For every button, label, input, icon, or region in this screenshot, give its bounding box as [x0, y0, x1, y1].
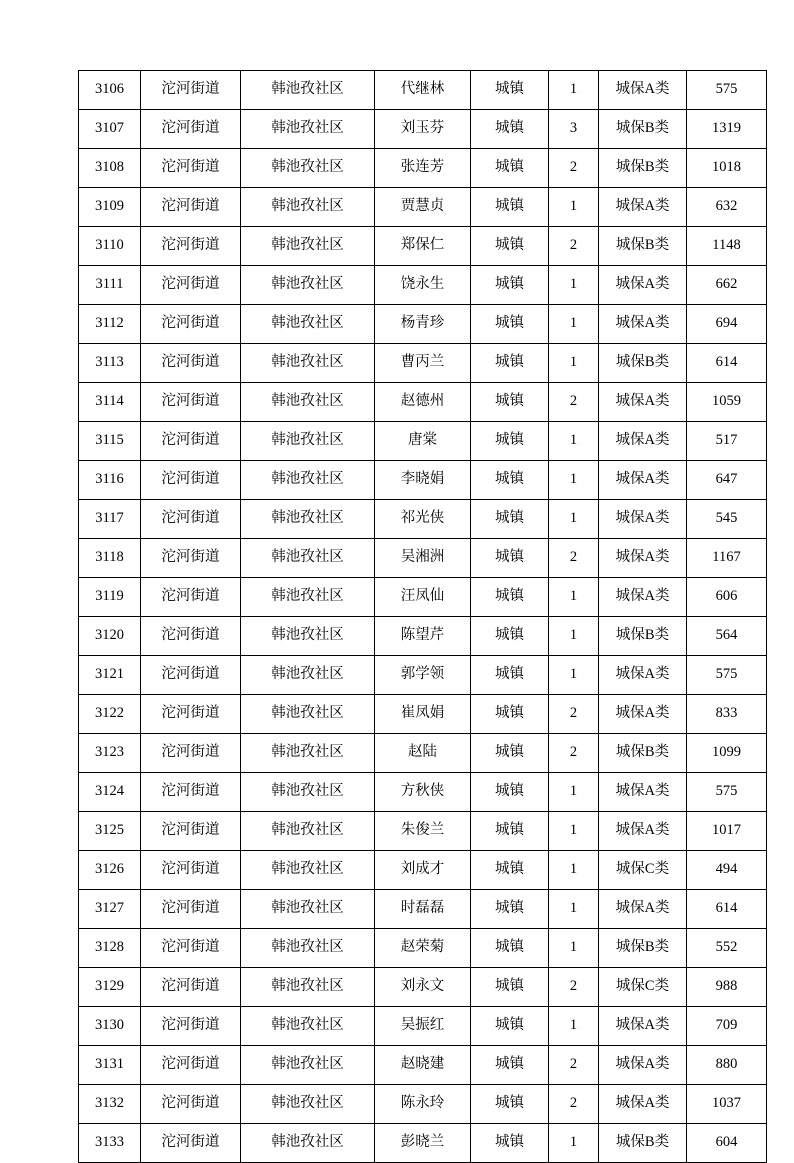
- table-cell-type: 城镇: [471, 1046, 549, 1085]
- table-cell-category: 城保A类: [599, 812, 687, 851]
- table-cell-count: 3: [549, 110, 599, 149]
- table-row: [79, 1046, 767, 1085]
- table-cell-count: 1: [549, 500, 599, 539]
- table-cell-community: 韩池孜社区: [241, 500, 375, 539]
- table-cell-community: 韩池孜社区: [241, 422, 375, 461]
- table-cell-type: 城镇: [471, 227, 549, 266]
- table-cell-id: 3131: [79, 1046, 141, 1085]
- table-cell-name: 刘永文: [375, 968, 471, 1007]
- table-cell-name: 赵荣菊: [375, 929, 471, 968]
- table-row: [79, 812, 767, 851]
- table-cell-type: 城镇: [471, 851, 549, 890]
- table-cell-type: 城镇: [471, 500, 549, 539]
- table-cell-id: 3106: [79, 71, 141, 110]
- table-row: [79, 773, 767, 812]
- table-cell-count: 1: [549, 656, 599, 695]
- table-cell-street: 沱河街道: [141, 110, 241, 149]
- table-cell-street: 沱河街道: [141, 71, 241, 110]
- table-cell-street: 沱河街道: [141, 968, 241, 1007]
- table-row: [79, 578, 767, 617]
- table-cell-id: 3118: [79, 539, 141, 578]
- table-row: [79, 305, 767, 344]
- table-row: [79, 188, 767, 227]
- table-cell-id: 3122: [79, 695, 141, 734]
- table-cell-street: 沱河街道: [141, 383, 241, 422]
- table-cell-name: 郭学领: [375, 656, 471, 695]
- table-cell-count: 1: [549, 1124, 599, 1163]
- table-cell-amount: 564: [687, 617, 767, 656]
- table-row: [79, 929, 767, 968]
- table-cell-community: 韩池孜社区: [241, 539, 375, 578]
- table-cell-count: 1: [549, 266, 599, 305]
- table-cell-category: 城保B类: [599, 929, 687, 968]
- table-cell-id: 3125: [79, 812, 141, 851]
- table-row: [79, 539, 767, 578]
- table-cell-community: 韩池孜社区: [241, 968, 375, 1007]
- table-cell-category: 城保A类: [599, 461, 687, 500]
- table-cell-amount: 614: [687, 890, 767, 929]
- table-cell-type: 城镇: [471, 305, 549, 344]
- table-body: [79, 71, 767, 1163]
- table-cell-amount: 1099: [687, 734, 767, 773]
- table-cell-amount: 1319: [687, 110, 767, 149]
- table-cell-category: 城保C类: [599, 968, 687, 1007]
- table-cell-category: 城保A类: [599, 383, 687, 422]
- table-cell-amount: 662: [687, 266, 767, 305]
- table-cell-type: 城镇: [471, 1007, 549, 1046]
- table-cell-category: 城保B类: [599, 734, 687, 773]
- table-cell-type: 城镇: [471, 734, 549, 773]
- table-cell-amount: 575: [687, 656, 767, 695]
- table-cell-category: 城保B类: [599, 149, 687, 188]
- table-cell-category: 城保C类: [599, 851, 687, 890]
- table-cell-id: 3130: [79, 1007, 141, 1046]
- table-row: [79, 734, 767, 773]
- table-cell-type: 城镇: [471, 71, 549, 110]
- table-cell-street: 沱河街道: [141, 227, 241, 266]
- table-row: [79, 344, 767, 383]
- table-cell-name: 赵晓建: [375, 1046, 471, 1085]
- table-cell-street: 沱河街道: [141, 695, 241, 734]
- table-row: [79, 851, 767, 890]
- table-cell-count: 1: [549, 812, 599, 851]
- table-cell-type: 城镇: [471, 812, 549, 851]
- table-cell-id: 3127: [79, 890, 141, 929]
- table-cell-amount: 1059: [687, 383, 767, 422]
- table-cell-amount: 606: [687, 578, 767, 617]
- table-row: [79, 1124, 767, 1163]
- table-row: [79, 461, 767, 500]
- table-cell-id: 3117: [79, 500, 141, 539]
- table-cell-name: 吴湘洲: [375, 539, 471, 578]
- table-cell-type: 城镇: [471, 149, 549, 188]
- table-cell-id: 3123: [79, 734, 141, 773]
- table-cell-street: 沱河街道: [141, 461, 241, 500]
- table-cell-amount: 545: [687, 500, 767, 539]
- table-cell-type: 城镇: [471, 617, 549, 656]
- table-cell-name: 曹丙兰: [375, 344, 471, 383]
- table-cell-count: 1: [549, 1007, 599, 1046]
- table-cell-type: 城镇: [471, 188, 549, 227]
- table-cell-community: 韩池孜社区: [241, 71, 375, 110]
- table-cell-category: 城保A类: [599, 500, 687, 539]
- table-cell-street: 沱河街道: [141, 578, 241, 617]
- table-cell-id: 3110: [79, 227, 141, 266]
- table-cell-name: 郑保仁: [375, 227, 471, 266]
- table-cell-count: 1: [549, 461, 599, 500]
- table-cell-name: 陈永玲: [375, 1085, 471, 1124]
- table-cell-count: 2: [549, 383, 599, 422]
- table-cell-name: 刘成才: [375, 851, 471, 890]
- table-cell-community: 韩池孜社区: [241, 149, 375, 188]
- table-cell-amount: 1018: [687, 149, 767, 188]
- table-cell-category: 城保B类: [599, 1124, 687, 1163]
- table-row: [79, 695, 767, 734]
- table-cell-id: 3113: [79, 344, 141, 383]
- table-cell-street: 沱河街道: [141, 305, 241, 344]
- table-cell-count: 2: [549, 227, 599, 266]
- table-cell-amount: 517: [687, 422, 767, 461]
- table-cell-community: 韩池孜社区: [241, 305, 375, 344]
- table-cell-community: 韩池孜社区: [241, 734, 375, 773]
- table-cell-street: 沱河街道: [141, 656, 241, 695]
- table-row: [79, 149, 767, 188]
- table-cell-category: 城保A类: [599, 773, 687, 812]
- table-cell-amount: 575: [687, 71, 767, 110]
- table-cell-type: 城镇: [471, 461, 549, 500]
- table-cell-count: 1: [549, 929, 599, 968]
- table-cell-type: 城镇: [471, 110, 549, 149]
- table-row: [79, 1085, 767, 1124]
- table-cell-name: 祁光侠: [375, 500, 471, 539]
- table-cell-name: 陈望芹: [375, 617, 471, 656]
- table-cell-id: 3111: [79, 266, 141, 305]
- table-cell-category: 城保B类: [599, 110, 687, 149]
- table-cell-name: 赵德州: [375, 383, 471, 422]
- table-cell-count: 1: [549, 422, 599, 461]
- table-cell-id: 3121: [79, 656, 141, 695]
- table-row: [79, 656, 767, 695]
- table-cell-count: 1: [549, 851, 599, 890]
- table-cell-street: 沱河街道: [141, 188, 241, 227]
- table-cell-street: 沱河街道: [141, 1124, 241, 1163]
- table-cell-count: 1: [549, 188, 599, 227]
- table-cell-name: 代继林: [375, 71, 471, 110]
- table-cell-street: 沱河街道: [141, 617, 241, 656]
- table-cell-type: 城镇: [471, 656, 549, 695]
- table-cell-count: 1: [549, 71, 599, 110]
- table-cell-type: 城镇: [471, 773, 549, 812]
- table-cell-community: 韩池孜社区: [241, 461, 375, 500]
- table-cell-id: 3129: [79, 968, 141, 1007]
- table-cell-id: 3114: [79, 383, 141, 422]
- table-cell-community: 韩池孜社区: [241, 929, 375, 968]
- table-cell-community: 韩池孜社区: [241, 1007, 375, 1046]
- table-cell-street: 沱河街道: [141, 1007, 241, 1046]
- table-cell-street: 沱河街道: [141, 734, 241, 773]
- table-row: [79, 968, 767, 1007]
- table-cell-name: 杨青珍: [375, 305, 471, 344]
- table-cell-count: 2: [549, 1085, 599, 1124]
- table-cell-id: 3116: [79, 461, 141, 500]
- table-cell-amount: 1017: [687, 812, 767, 851]
- table-cell-street: 沱河街道: [141, 344, 241, 383]
- table-cell-community: 韩池孜社区: [241, 851, 375, 890]
- table-row: [79, 383, 767, 422]
- table-cell-community: 韩池孜社区: [241, 812, 375, 851]
- table-cell-street: 沱河街道: [141, 1046, 241, 1085]
- table-cell-type: 城镇: [471, 539, 549, 578]
- table-row: [79, 500, 767, 539]
- table-cell-count: 2: [549, 539, 599, 578]
- table-cell-category: 城保B类: [599, 227, 687, 266]
- table-cell-category: 城保A类: [599, 305, 687, 344]
- table-cell-id: 3109: [79, 188, 141, 227]
- table-cell-community: 韩池孜社区: [241, 695, 375, 734]
- table-cell-amount: 552: [687, 929, 767, 968]
- table-cell-amount: 988: [687, 968, 767, 1007]
- table-cell-type: 城镇: [471, 578, 549, 617]
- table-cell-community: 韩池孜社区: [241, 773, 375, 812]
- table-cell-count: 2: [549, 968, 599, 1007]
- table-cell-community: 韩池孜社区: [241, 1124, 375, 1163]
- table-cell-category: 城保A类: [599, 539, 687, 578]
- table-cell-amount: 647: [687, 461, 767, 500]
- table-cell-amount: 1167: [687, 539, 767, 578]
- table-cell-amount: 880: [687, 1046, 767, 1085]
- table-cell-name: 唐棠: [375, 422, 471, 461]
- table-cell-community: 韩池孜社区: [241, 110, 375, 149]
- table-cell-name: 汪凤仙: [375, 578, 471, 617]
- table-cell-community: 韩池孜社区: [241, 188, 375, 227]
- table-cell-type: 城镇: [471, 266, 549, 305]
- table-cell-type: 城镇: [471, 344, 549, 383]
- table-cell-community: 韩池孜社区: [241, 617, 375, 656]
- table-cell-count: 1: [549, 344, 599, 383]
- table-cell-count: 1: [549, 890, 599, 929]
- table-cell-name: 刘玉芬: [375, 110, 471, 149]
- table-cell-street: 沱河街道: [141, 929, 241, 968]
- table-cell-amount: 1148: [687, 227, 767, 266]
- table-cell-community: 韩池孜社区: [241, 656, 375, 695]
- table-cell-count: 2: [549, 734, 599, 773]
- table-cell-street: 沱河街道: [141, 1085, 241, 1124]
- table-cell-community: 韩池孜社区: [241, 266, 375, 305]
- table-cell-category: 城保A类: [599, 1007, 687, 1046]
- table-cell-street: 沱河街道: [141, 422, 241, 461]
- table-cell-community: 韩池孜社区: [241, 578, 375, 617]
- table-cell-count: 2: [549, 149, 599, 188]
- table-cell-type: 城镇: [471, 890, 549, 929]
- table-cell-name: 张连芳: [375, 149, 471, 188]
- table-cell-street: 沱河街道: [141, 500, 241, 539]
- table-cell-name: 吴振红: [375, 1007, 471, 1046]
- table-cell-street: 沱河街道: [141, 149, 241, 188]
- table-cell-count: 1: [549, 773, 599, 812]
- table-cell-street: 沱河街道: [141, 773, 241, 812]
- table-cell-id: 3120: [79, 617, 141, 656]
- table-cell-amount: 694: [687, 305, 767, 344]
- table-row: [79, 422, 767, 461]
- table-cell-category: 城保A类: [599, 422, 687, 461]
- table-cell-category: 城保A类: [599, 656, 687, 695]
- table-cell-count: 2: [549, 695, 599, 734]
- table-cell-type: 城镇: [471, 695, 549, 734]
- table-cell-name: 饶永生: [375, 266, 471, 305]
- table-cell-type: 城镇: [471, 1085, 549, 1124]
- table-cell-community: 韩池孜社区: [241, 227, 375, 266]
- table-row: [79, 617, 767, 656]
- table-cell-id: 3128: [79, 929, 141, 968]
- table-cell-type: 城镇: [471, 929, 549, 968]
- table-cell-id: 3124: [79, 773, 141, 812]
- table-cell-category: 城保B类: [599, 617, 687, 656]
- table-cell-community: 韩池孜社区: [241, 383, 375, 422]
- table-row: [79, 1007, 767, 1046]
- table-cell-type: 城镇: [471, 1124, 549, 1163]
- table-cell-category: 城保A类: [599, 71, 687, 110]
- table-cell-id: 3112: [79, 305, 141, 344]
- table-cell-amount: 604: [687, 1124, 767, 1163]
- table-cell-category: 城保A类: [599, 1085, 687, 1124]
- table-cell-category: 城保A类: [599, 266, 687, 305]
- table-cell-name: 赵陆: [375, 734, 471, 773]
- table-cell-street: 沱河街道: [141, 266, 241, 305]
- table-cell-amount: 833: [687, 695, 767, 734]
- table-cell-id: 3108: [79, 149, 141, 188]
- table-cell-category: 城保B类: [599, 344, 687, 383]
- table-row: [79, 227, 767, 266]
- table-cell-amount: 494: [687, 851, 767, 890]
- table-cell-amount: 632: [687, 188, 767, 227]
- table-cell-street: 沱河街道: [141, 851, 241, 890]
- table-cell-street: 沱河街道: [141, 812, 241, 851]
- table-cell-amount: 709: [687, 1007, 767, 1046]
- table-cell-name: 方秋侠: [375, 773, 471, 812]
- table-cell-community: 韩池孜社区: [241, 1046, 375, 1085]
- table-cell-type: 城镇: [471, 422, 549, 461]
- table-cell-type: 城镇: [471, 383, 549, 422]
- table-cell-name: 时磊磊: [375, 890, 471, 929]
- table-row: [79, 890, 767, 929]
- table-cell-name: 崔凤娟: [375, 695, 471, 734]
- table-cell-count: 2: [549, 1046, 599, 1085]
- table-cell-street: 沱河街道: [141, 539, 241, 578]
- subsidy-table: [78, 70, 767, 1163]
- table-cell-category: 城保A类: [599, 890, 687, 929]
- table-cell-id: 3119: [79, 578, 141, 617]
- table-cell-category: 城保A类: [599, 695, 687, 734]
- table-cell-street: 沱河街道: [141, 890, 241, 929]
- table-cell-amount: 614: [687, 344, 767, 383]
- table-cell-community: 韩池孜社区: [241, 890, 375, 929]
- table-cell-name: 彭晓兰: [375, 1124, 471, 1163]
- table-cell-amount: 575: [687, 773, 767, 812]
- table-cell-name: 贾慧贞: [375, 188, 471, 227]
- table-cell-category: 城保A类: [599, 578, 687, 617]
- table-cell-count: 1: [549, 578, 599, 617]
- table-cell-amount: 1037: [687, 1085, 767, 1124]
- table-cell-community: 韩池孜社区: [241, 344, 375, 383]
- table-cell-id: 3107: [79, 110, 141, 149]
- table-cell-category: 城保A类: [599, 1046, 687, 1085]
- table-cell-category: 城保A类: [599, 188, 687, 227]
- table-cell-count: 1: [549, 305, 599, 344]
- table-cell-count: 1: [549, 617, 599, 656]
- table-cell-id: 3126: [79, 851, 141, 890]
- table-cell-name: 李晓娟: [375, 461, 471, 500]
- table-row: [79, 266, 767, 305]
- table-cell-id: 3133: [79, 1124, 141, 1163]
- table-row: [79, 110, 767, 149]
- table-cell-type: 城镇: [471, 968, 549, 1007]
- table-cell-community: 韩池孜社区: [241, 1085, 375, 1124]
- table-cell-id: 3132: [79, 1085, 141, 1124]
- table-cell-id: 3115: [79, 422, 141, 461]
- table-row: [79, 71, 767, 110]
- table-cell-name: 朱俊兰: [375, 812, 471, 851]
